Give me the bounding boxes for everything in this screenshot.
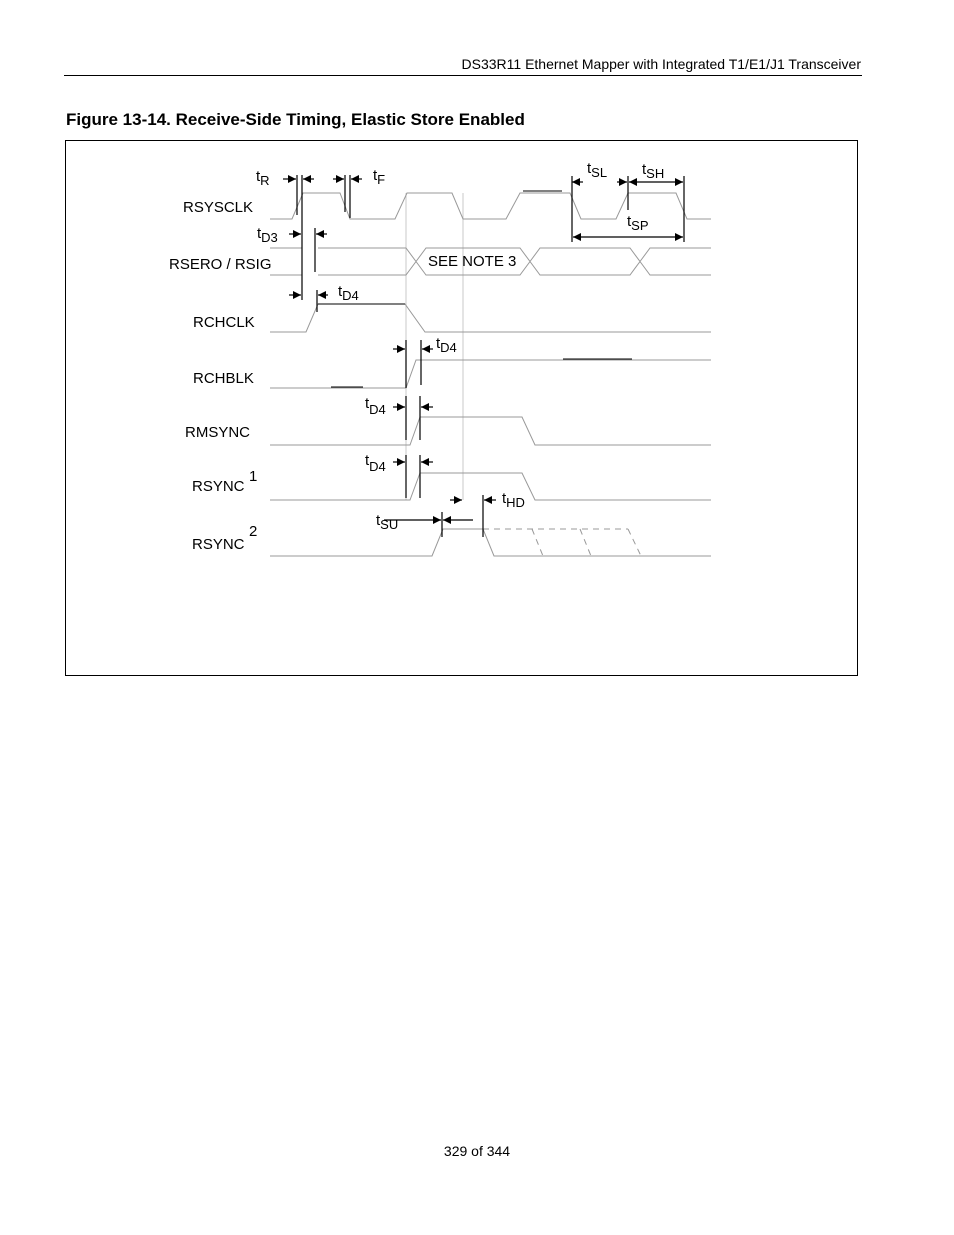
param-tsh: tSH: [642, 161, 665, 181]
rsync-2-text: RSYNC: [192, 536, 245, 553]
param-tf: tF: [373, 167, 386, 187]
see-note-3: SEE NOTE 3: [428, 253, 517, 270]
label-rsero-rsig: RSERO / RSIG: [169, 256, 272, 273]
rsync2-waveform: [270, 529, 711, 556]
param-tsp: tSP: [627, 213, 649, 233]
page-number: 329 of 344: [443, 1143, 511, 1159]
rsync1-waveform: [270, 473, 711, 500]
param-td4-rchblk: tD4: [436, 335, 457, 355]
label-rsync-1: [192, 468, 258, 495]
label-rmsync: RMSYNC: [185, 424, 251, 441]
param-td4-rsync: tD4: [365, 452, 386, 474]
param-td3: tD3: [257, 225, 278, 245]
param-tsu: tSU: [376, 512, 399, 532]
label-rsync-2: [192, 523, 258, 553]
label-rchblk: RCHBLK: [193, 370, 254, 387]
rsync-1-note: 1: [249, 468, 258, 485]
figure-title: Figure 13-14. Receive-Side Timing, Elastic Store Enabled: [66, 110, 525, 129]
rchblk-waveform: [270, 360, 711, 388]
rmsync-waveform: [270, 417, 711, 445]
param-thd: tHD: [502, 490, 525, 510]
label-rsysclk: RSYSCLK: [183, 199, 254, 216]
param-tsl: tSL: [587, 160, 608, 180]
param-td4-rchclk: tD4: [338, 283, 359, 303]
param-td4-rmsync: tD4: [365, 395, 386, 417]
rsync-1-text: RSYNC: [192, 478, 245, 495]
waveforms: [270, 191, 711, 556]
rchclk-waveform: [270, 304, 711, 332]
rsync-2-note: 2: [249, 523, 258, 540]
param-tr: tR: [256, 168, 270, 188]
label-rchclk: RCHCLK: [193, 314, 255, 331]
document-header: DS33R11 Ethernet Mapper with Integrated T1/E1/J1 Transceiver: [461, 56, 861, 72]
timing-markers: [283, 175, 684, 537]
